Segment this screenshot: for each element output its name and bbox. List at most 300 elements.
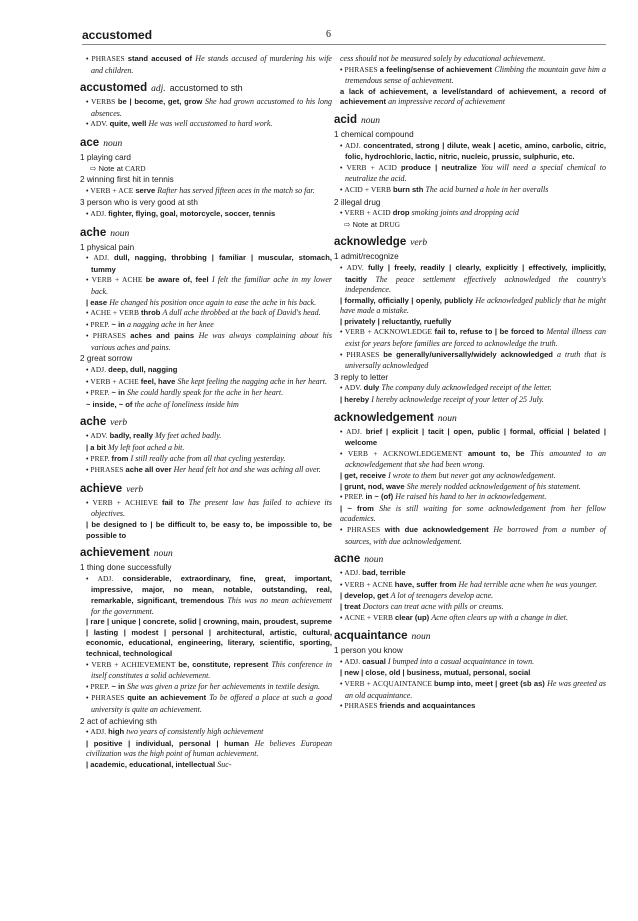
example-sentence: Acne often clears up with a change in diet.: [431, 612, 568, 622]
bullet-icon: •: [340, 329, 345, 337]
part-of-speech: noun: [103, 138, 123, 149]
bullet-icon: •: [86, 695, 92, 703]
headword-block: [334, 411, 606, 427]
example-sentence: I hereby acknowledge receipt of your letter of 25 July.: [371, 395, 544, 405]
collocation-line: [334, 471, 606, 482]
bullet-icon: •: [86, 255, 94, 263]
collocation-line: [85, 431, 332, 443]
example-sentence: The acid burned a hole in her overalls: [425, 184, 549, 194]
bullet-icon: •: [86, 378, 91, 386]
bullet-icon: •: [340, 142, 345, 150]
collocates: quite an achievement: [127, 693, 210, 703]
example-sentence: I wrote to them but never got any acknowledgement.: [388, 471, 556, 480]
collocation-line: [339, 141, 606, 163]
example-sentence: cess should not be measured solely by educational achievement.: [340, 54, 546, 63]
collocates: friends and acquaintances: [379, 701, 476, 711]
bullet-icon: •: [340, 210, 345, 218]
bullet-icon: •: [86, 277, 92, 285]
collocates: aches and pains: [130, 331, 199, 341]
sense-heading: 1 thing done successfully: [80, 563, 172, 573]
example-sentence: This conference in itself constitutes a solid achievement.: [91, 659, 332, 681]
bullet-icon: •: [86, 310, 91, 318]
sense-heading: 2 winning first hit in tennis: [80, 175, 174, 185]
collocation-line: [339, 657, 606, 669]
collocation-label: VERB + ACHIEVE: [92, 497, 162, 507]
collocation-label: VERB + ACHE: [90, 376, 141, 386]
cross-reference-target: DRUG: [379, 219, 401, 229]
collocates: from: [111, 453, 131, 463]
headword: achievement: [80, 547, 150, 560]
collocates: dull, nagging, throbbing | familiar | muscular, stomach, tummy: [91, 253, 332, 274]
collocates: bad, terrible: [362, 568, 406, 578]
collocates: | get, receive: [340, 471, 389, 480]
part-of-speech: noun: [110, 228, 130, 239]
collocation-line: [80, 400, 332, 411]
collocation-label: ADJ.: [90, 365, 109, 375]
example-sentence: She kept feeling the nagging ache in her heart.: [177, 376, 327, 386]
bullet-icon: •: [86, 729, 91, 737]
example-sentence: A dull ache throbbed at the back of David's head.: [162, 308, 321, 318]
headword-block: [334, 113, 606, 129]
collocation-line: [339, 163, 606, 185]
collocation-line: [339, 427, 606, 449]
collocation-label: VERB + ACQUAINTANCE: [344, 678, 434, 688]
collocation-line: [80, 443, 332, 454]
bullet-icon: •: [340, 164, 347, 172]
collocation-line: [85, 574, 332, 617]
collocation-line: [85, 186, 332, 198]
collocation-label: PHRASES: [91, 54, 128, 63]
sense-heading: 2 act of achieving sth: [80, 716, 157, 726]
collocation-label: PHRASES: [346, 349, 384, 359]
headword: ache: [80, 416, 107, 429]
collocation-label: ADJ.: [345, 140, 364, 150]
bullet-icon: •: [86, 187, 91, 195]
headword-block: [80, 81, 332, 97]
example-sentence: He was always complaining about his various aches and pains.: [91, 331, 332, 352]
collocation-line: [85, 119, 332, 131]
headword: acknowledge: [334, 236, 407, 249]
cross-reference: [334, 220, 606, 231]
collocation-line: [339, 613, 606, 625]
collocation-line: [85, 388, 332, 400]
example-sentence: She was given a prize for her achievements in textile design.: [126, 681, 321, 691]
sense-heading: 1 chemical compound: [334, 129, 414, 139]
headword: achieve: [80, 482, 123, 495]
example-sentence: A lot of teenagers develop acne.: [390, 591, 494, 601]
collocation-line: [339, 327, 606, 349]
collocates: produce | neutralize: [400, 162, 482, 172]
example-sentence: The company duly acknowledged receipt of the letter.: [381, 383, 552, 393]
part-of-speech: noun: [153, 549, 173, 560]
collocation-line: [85, 253, 332, 275]
bullet-icon: •: [86, 390, 91, 398]
collocates: ~ in: [111, 388, 127, 398]
right-column: [334, 54, 606, 713]
sense-heading: 2 illegal drug: [334, 197, 381, 207]
collocation-line: [85, 454, 332, 466]
collocation-label: PREP.: [344, 492, 366, 502]
bullet-icon: •: [86, 467, 91, 475]
sense-heading: 3 reply to letter: [334, 372, 389, 382]
collocation-line: [339, 701, 606, 713]
collocates: burn sth: [392, 184, 426, 194]
sense-heading: 1 admit/recognize: [334, 252, 399, 262]
collocation-line: [334, 395, 606, 406]
headword-block: [334, 235, 606, 251]
bullet-icon: •: [86, 333, 93, 341]
collocation-line: [85, 320, 332, 332]
collocates: ~ in: [111, 319, 127, 329]
collocation-label: ACNE + VERB: [344, 612, 396, 622]
collocates: | ease: [86, 297, 110, 307]
collocation-line: [334, 296, 606, 317]
collocates: clear (up): [395, 612, 432, 622]
headword-block: [80, 546, 332, 562]
example-sentence: My left foot ached a bit.: [107, 443, 185, 453]
collocation-label: ADV.: [90, 431, 110, 441]
collocation-line: [85, 365, 332, 377]
collocates: be generally/universally/widely acknowledged: [383, 349, 557, 359]
collocation-line: [339, 65, 606, 87]
collocation-line: [80, 520, 332, 541]
collocation-line: [339, 525, 606, 547]
bullet-icon: •: [340, 570, 345, 578]
bullet-icon: •: [340, 526, 347, 534]
example-sentence: He changed his position once again to ease the ache in his back.: [109, 297, 317, 307]
collocation-line: [339, 492, 606, 504]
example-sentence: He believes European civilization was the high point of human achievement.: [86, 738, 333, 759]
collocation-label: PHRASES: [344, 64, 380, 74]
collocation-label: ADJ.: [344, 656, 363, 666]
bullet-icon: •: [86, 321, 91, 329]
page-number: 6: [326, 29, 331, 40]
collocates: stand accused of: [127, 54, 196, 63]
cross-reference-prefix: ⇨ Note at: [344, 219, 380, 229]
collocation-label: ADV.: [90, 119, 110, 129]
collocates: be aware of, feel: [145, 275, 212, 285]
cross-reference-target: CARD: [125, 163, 146, 173]
part-of-speech: noun: [411, 632, 431, 643]
collocation-label: PHRASES: [92, 331, 131, 341]
collocates: have, suffer from: [394, 579, 459, 589]
collocation-line: [85, 275, 332, 297]
example-sentence: He had terrible acne when he was younger.: [458, 579, 598, 589]
collocation-line: [339, 383, 606, 395]
example-sentence: I bumped into a casual acquaintance in town.: [387, 656, 535, 666]
bullet-icon: •: [86, 210, 91, 218]
collocates: a lack of achievement, a level/standard of achievement, a record of achievement: [340, 86, 606, 107]
example-sentence: a truth that is universally acknowledged: [345, 349, 606, 371]
example-sentence: Doctors can treat acne with pills or creams.: [362, 601, 504, 611]
example-sentence: He stands accused of murdering his wife and children.: [91, 54, 332, 75]
bullet-icon: •: [340, 658, 345, 666]
collocation-label: ADV.: [346, 262, 368, 272]
bullet-icon: •: [86, 683, 91, 691]
example-sentence: He raised his hand to her in acknowledgement.: [395, 492, 547, 502]
collocation-line: [334, 602, 606, 613]
collocates: concentrated, strong | dilute, weak | acetic, amino, carbolic, citric, folic, hydrochloric, lactic, nitric, nucleic, prussic, sulphuric, etc.: [345, 140, 606, 162]
example-sentence: He borrowed from a number of sources, with due acknowledgement.: [345, 524, 606, 546]
part-of-speech: noun: [361, 115, 381, 126]
example-sentence: Mental illness can exist for years before families are forced to acknowledge the truth.: [345, 327, 607, 349]
example-sentence: two years of consistently high achievement: [126, 727, 264, 737]
example-sentence: To be offered a place at such a good university is quite an achievement.: [91, 693, 332, 714]
collocation-label: VERB + ACHE: [91, 275, 146, 285]
collocation-label: VERB + ACHIEVEMENT: [91, 659, 179, 669]
example-sentence: She had grown accustomed to his long absences.: [91, 97, 332, 118]
headword-block: [334, 629, 606, 645]
collocation-label: ADJ.: [346, 426, 366, 436]
example-sentence: He was greeted as an old acquaintance.: [345, 678, 606, 700]
collocation-label: PHRASES: [344, 701, 380, 711]
example-sentence: You will need a special chemical to neutralize the acid.: [345, 162, 606, 184]
collocation-line: [80, 739, 332, 760]
bullet-icon: •: [86, 575, 98, 583]
collocates: badly, really: [109, 431, 156, 441]
collocation-line: [85, 97, 332, 119]
part-of-speech: verb: [126, 484, 144, 495]
collocation-line: [85, 465, 332, 477]
bullet-icon: •: [340, 264, 347, 272]
example-sentence: Suc-: [217, 759, 232, 769]
headword-block: [80, 415, 332, 431]
collocation-line: [80, 760, 332, 771]
collocation-line: [339, 263, 606, 296]
collocates: amount to, be: [467, 448, 531, 458]
bullet-icon: •: [340, 450, 348, 458]
collocation-line: [85, 693, 332, 715]
bullet-icon: •: [86, 455, 91, 463]
collocation-line: [334, 482, 606, 493]
bullet-icon: •: [340, 614, 345, 622]
collocation-line: [85, 377, 332, 389]
bullet-icon: •: [340, 581, 345, 589]
collocation-line: [85, 209, 332, 221]
headword-block: [80, 482, 332, 498]
collocation-label: PREP.: [90, 319, 112, 329]
collocates: quite, well: [109, 119, 149, 129]
bullet-icon: •: [86, 499, 93, 507]
sense-heading: 1 physical pain: [80, 242, 135, 252]
collocates: be | become, get, grow: [117, 97, 206, 107]
example-sentence: an impressive record of achievement: [388, 97, 505, 107]
collocation-line: [85, 682, 332, 694]
collocates: | positive | individual, personal | human: [86, 738, 255, 748]
collocation-label: PREP.: [90, 388, 112, 398]
collocation-label: ADJ.: [344, 568, 363, 578]
example-sentence: The peace settlement effectively acknowledged the country's independence.: [345, 274, 606, 295]
collocates: feel, have: [140, 376, 178, 386]
collocation-label: PHRASES: [347, 524, 385, 534]
part-of-speech: verb: [410, 238, 428, 249]
running-head-word: accustomed: [82, 28, 153, 42]
sense-heading: 2 great sorrow: [80, 354, 133, 364]
bullet-icon: •: [86, 433, 91, 441]
collocates: fighter, flying, goal, motorcycle, soccer, tennis: [108, 208, 276, 218]
collocation-label: PREP.: [90, 453, 112, 463]
collocation-line: [339, 580, 606, 592]
running-header: [82, 28, 606, 45]
collocation-line: [85, 660, 332, 682]
headword: acquaintance: [334, 630, 408, 643]
headword: ache: [80, 226, 107, 239]
example-sentence: My feet ached badly.: [155, 431, 222, 441]
collocates: | be designed to | be difficult to, be easy to, be impossible to, be possible to: [86, 520, 332, 540]
collocates: | formally, officially | openly, publicly: [340, 295, 476, 305]
collocation-label: VERB + ACID: [344, 208, 393, 218]
collocates: drop: [392, 208, 412, 218]
part-of-speech: adj.: [151, 84, 166, 95]
example-sentence: I felt the familiar ache in my lower back.: [91, 275, 333, 296]
collocation-label: VERB + ACKNOWLEDGEMENT: [347, 448, 468, 458]
collocates: casual: [362, 656, 388, 666]
bullet-icon: •: [340, 428, 347, 436]
headword: acknowledgement: [334, 411, 434, 424]
collocation-line: [339, 679, 606, 701]
example-sentence: I still really ache from all that cycling yesterday.: [130, 453, 286, 463]
collocates: | academic, educational, intellectual: [86, 759, 218, 769]
sense-heading: 1 playing card: [80, 152, 131, 162]
collocation-label: ADJ.: [93, 253, 115, 263]
headword: accustomed: [80, 82, 148, 95]
collocation-line: [339, 449, 606, 471]
collocates: throb: [141, 308, 163, 318]
example-sentence: He was well accustomed to hard work.: [148, 119, 273, 129]
collocation-label: PHRASES: [90, 465, 126, 475]
bullet-icon: •: [86, 99, 92, 107]
collocates: | new | close, old | business, mutual, personal, social: [340, 668, 531, 678]
example-sentence: The present law has failed to achieve its objectives.: [91, 497, 332, 519]
left-column: [80, 54, 332, 770]
collocation-label: ADJ.: [90, 208, 109, 218]
collocates: fail to, refuse to | be forced to: [434, 327, 547, 337]
collocates: high: [108, 727, 127, 737]
collocation-line: [85, 54, 332, 76]
collocates: | a bit: [86, 443, 108, 453]
headword: acid: [334, 113, 358, 126]
collocation-line: [85, 308, 332, 320]
bullet-icon: •: [340, 703, 345, 711]
collocates: ache all over: [125, 465, 174, 475]
collocation-label: ADJ.: [90, 727, 109, 737]
collocates: | develop, get: [340, 591, 391, 601]
cross-reference-prefix: ⇨ Note at: [90, 163, 126, 173]
example-sentence: This amounted to an acknowledgement that she had been wrong.: [345, 448, 607, 470]
collocation-line: [339, 185, 606, 197]
collocation-line: [334, 317, 606, 328]
collocates: considerable, extraordinary, fine, great, important, impressive, major, no mean, notable, outstanding, real, remarkable, significant, tremendous: [91, 573, 332, 605]
collocation-label: ACID + VERB: [344, 184, 393, 194]
collocation-label: ADJ.: [97, 573, 123, 583]
collocation-line: [80, 298, 332, 309]
collocation-label: ADV.: [344, 383, 364, 393]
collocation-label: VERB + ACNE: [344, 579, 395, 589]
collocation-line: [80, 617, 332, 659]
collocation-line: [339, 568, 606, 580]
example-sentence: This was no mean achievement for the government.: [91, 595, 332, 616]
example-sentence: Climbing the mountain gave him a tremendous sense of achievement.: [345, 64, 606, 86]
bullet-icon: •: [340, 351, 347, 359]
part-of-speech: noun: [364, 555, 384, 566]
example-sentence: smoking joints and dropping acid: [411, 208, 519, 218]
collocation-line: [339, 208, 606, 220]
headword: ace: [80, 136, 100, 149]
collocates: duly: [363, 383, 382, 393]
collocation-label: ACHE + VERB: [90, 308, 142, 318]
collocation-label: PHRASES: [91, 693, 128, 703]
collocation-line: [85, 727, 332, 739]
headword-block: [334, 552, 606, 568]
headword: acne: [334, 553, 361, 566]
example-sentence: Her head felt hot and she was aching all over.: [173, 465, 321, 475]
collocation-line: [85, 331, 332, 353]
collocates: fully | freely, readily | clearly, explicitly | effectively, implicitly, tacitly: [345, 262, 606, 284]
example-sentence: a nagging ache in her knee: [126, 319, 214, 329]
headword-block: [80, 226, 332, 242]
example-sentence: She could hardly speak for the ache in her heart.: [126, 388, 284, 398]
collocates: | hereby: [340, 395, 372, 405]
collocation-line: [85, 498, 332, 520]
part-of-speech: noun: [437, 413, 457, 424]
collocates: be, constitute, represent: [178, 659, 272, 669]
collocation-label: VERB + ACKNOWLEDGE: [344, 327, 435, 337]
example-sentence: She merely nodded acknowledgement of his statement.: [406, 481, 581, 491]
example-sentence: He acknowledged publicly that he might have made a mistake.: [340, 295, 607, 316]
bullet-icon: •: [86, 367, 91, 375]
example-sentence: Rafter has served fifteen aces in the match so far.: [157, 185, 315, 195]
cross-reference: [80, 164, 332, 175]
collocates: deep, dull, nagging: [108, 365, 178, 375]
bullet-icon: •: [86, 56, 92, 63]
part-of-speech: verb: [110, 418, 128, 429]
bullet-icon: •: [86, 661, 92, 669]
bullet-icon: •: [340, 680, 345, 688]
collocation-line: [334, 668, 606, 679]
bullet-icon: •: [86, 121, 91, 129]
example-sentence: She is still waiting for some acknowledgement from her fellow academics.: [340, 503, 607, 524]
bullet-icon: •: [340, 186, 345, 194]
collocation-label: PREP.: [90, 681, 112, 691]
collocates: with due acknowledgement: [384, 524, 494, 534]
collocates: | ~ from: [340, 503, 380, 513]
collocates: bump into, meet | greet (sb as): [434, 678, 548, 688]
collocation-line: [339, 350, 606, 372]
bullet-icon: •: [340, 385, 345, 393]
collocates: a feeling/sense of achievement: [379, 64, 495, 74]
collocation-label: VERB + ACE: [90, 185, 136, 195]
collocation-line: [334, 504, 606, 525]
bullet-icon: •: [340, 494, 345, 502]
headword-block: [80, 136, 332, 152]
collocates: | grunt, nod, wave: [340, 481, 407, 491]
collocates: | rare | unique | concrete, solid | crowning, main, proudest, supreme | lasting | modest | personal | architectural, artistic, cultural, economic, educational, engineering, literary, scientific, sporting, technical, technological: [86, 617, 332, 658]
collocation-label: VERB + ACID: [346, 162, 401, 172]
collocates: ~ in: [111, 681, 127, 691]
collocation-line: [334, 54, 606, 65]
collocates: brief | explicit | tacit | open, public | formal, official | belated | welcome: [345, 426, 606, 448]
headword-gloss: accustomed to sth: [169, 83, 243, 94]
example-sentence: the ache of loneliness inside him: [134, 399, 239, 409]
collocates: | privately | reluctantly, ruefully: [340, 316, 452, 326]
collocates: serve: [135, 185, 158, 195]
collocates: fail to: [161, 497, 189, 507]
bullet-icon: •: [340, 66, 345, 74]
collocates: ~ inside, ~ of: [86, 399, 135, 409]
collocation-label: VERBS: [91, 97, 118, 107]
collocates: | treat: [340, 601, 363, 611]
collocation-line: [334, 87, 606, 108]
